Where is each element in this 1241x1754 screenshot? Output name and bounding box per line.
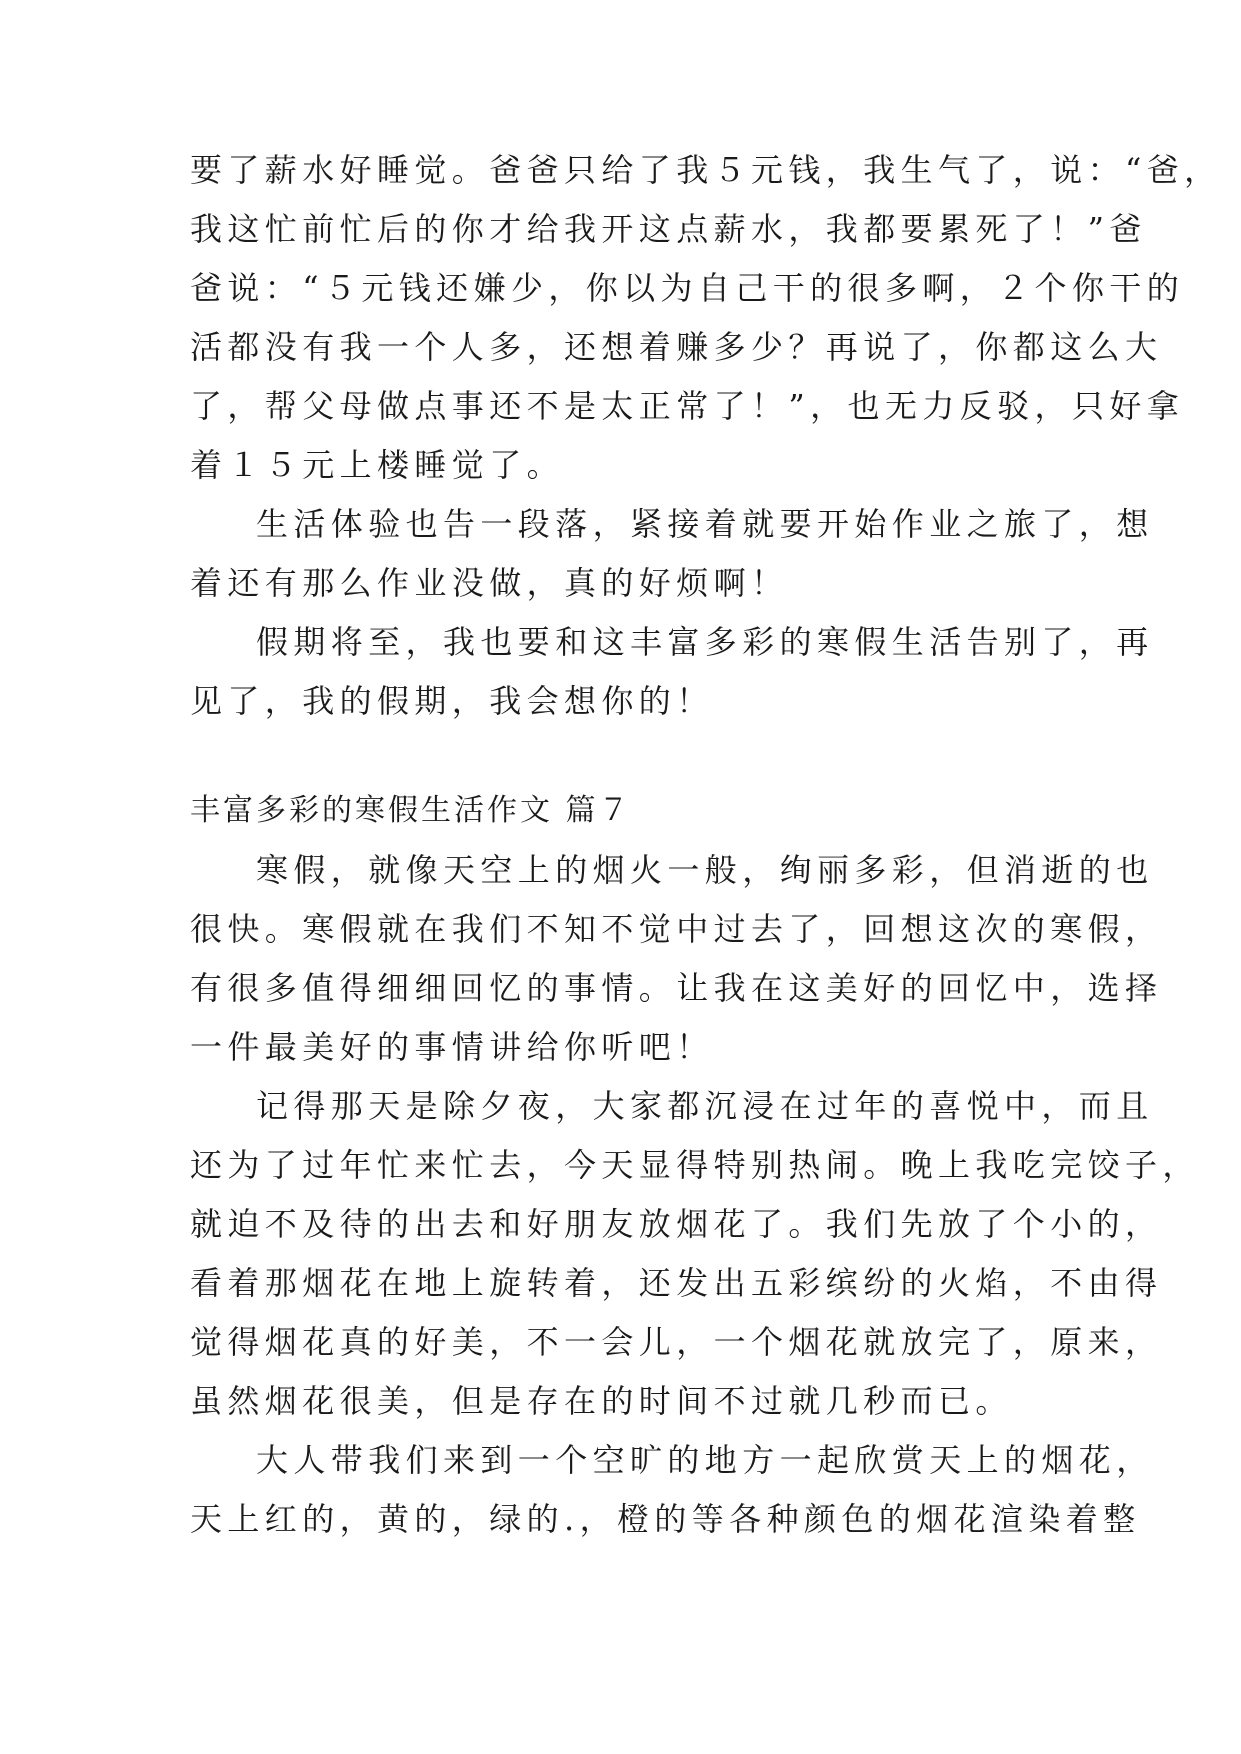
text-line: 大人带我们来到一个空旷的地方一起欣赏天上的烟花， bbox=[256, 1441, 1154, 1479]
text-line: 有很多值得细细回忆的事情。让我在这美好的回忆中，选择 bbox=[190, 969, 1163, 1007]
text-line: 虽然烟花很美，但是存在的时间不过就几秒而已。 bbox=[190, 1382, 1013, 1420]
text-line: 要了薪水好睡觉。爸爸只给了我５元钱，我生气了，说：“爸， bbox=[190, 151, 1222, 189]
text-line: 记得那天是除夕夜，大家都沉浸在过年的喜悦中，而且 bbox=[256, 1087, 1154, 1125]
text-line: 着还有那么作业没做，真的好烦啊！ bbox=[190, 564, 789, 602]
text-line: 着１５元上楼睡觉了。 bbox=[190, 446, 565, 484]
text-line: 假期将至，我也要和这丰富多彩的寒假生活告别了，再 bbox=[256, 623, 1154, 661]
text-line: 见了，我的假期，我会想你的！ bbox=[190, 682, 714, 720]
text-line: 生活体验也告一段落，紧接着就要开始作业之旅了，想 bbox=[256, 505, 1154, 543]
text-line: 我这忙前忙后的你才给我开这点薪水，我都要累死了！”爸 bbox=[190, 210, 1147, 248]
text-line: 活都没有我一个人多，还想着赚多少？再说了，你都这么大 bbox=[190, 328, 1163, 366]
text-line: 一件最美好的事情讲给你听吧！ bbox=[190, 1028, 714, 1066]
text-line: 寒假，就像天空上的烟火一般，绚丽多彩，但消逝的也 bbox=[256, 851, 1154, 889]
text-line: 很快。寒假就在我们不知不觉中过去了，回想这次的寒假， bbox=[190, 910, 1163, 948]
text-line: 就迫不及待的出去和好朋友放烟花了。我们先放了个小的， bbox=[190, 1205, 1163, 1243]
text-line: 看着那烟花在地上旋转着，还发出五彩缤纷的火焰，不由得 bbox=[190, 1264, 1163, 1302]
text-line: 爸说：“５元钱还嫌少，你以为自己干的很多啊，２个你干的 bbox=[190, 269, 1185, 307]
text-line: 还为了过年忙来忙去，今天显得特别热闹。晚上我吃完饺子， bbox=[190, 1146, 1200, 1184]
section-heading: 丰富多彩的寒假生活作文 篇７ bbox=[190, 793, 632, 828]
text-line: 觉得烟花真的好美，不一会儿，一个烟花就放完了，原来， bbox=[190, 1323, 1163, 1361]
text-line: 了，帮父母做点事还不是太正常了！”，也无力反驳，只好拿 bbox=[190, 387, 1185, 425]
text-line: 天上红的，黄的，绿的.，橙的等各种颜色的烟花渲染着整 bbox=[190, 1500, 1141, 1538]
